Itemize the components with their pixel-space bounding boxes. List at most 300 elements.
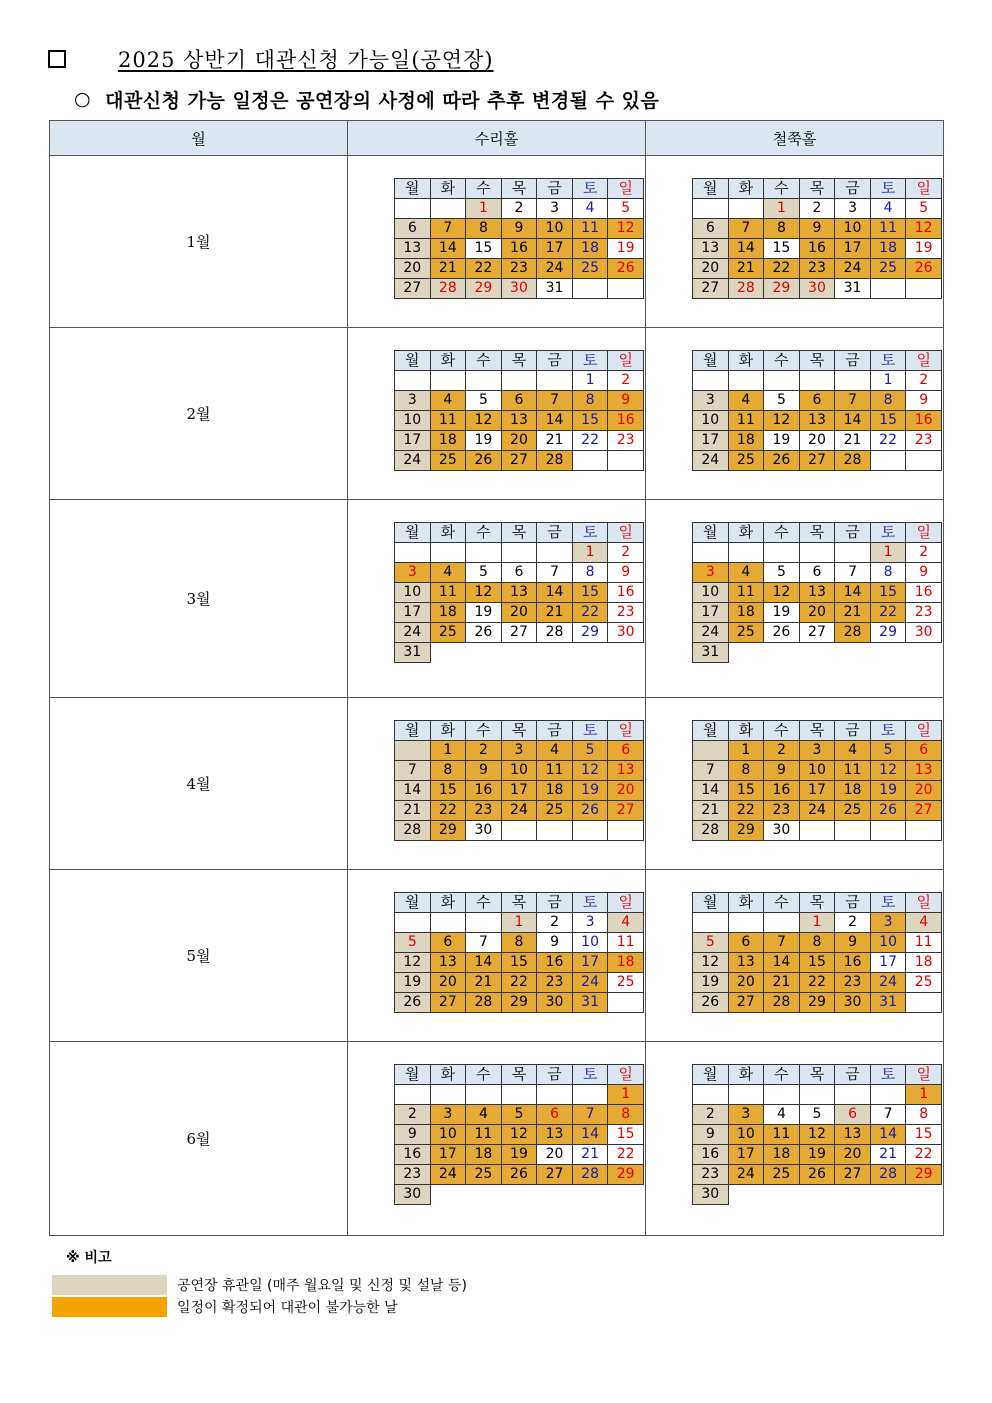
- day-cell: 27: [395, 279, 431, 299]
- weekday-header: 금: [835, 179, 871, 199]
- day-cell: 8: [572, 563, 608, 583]
- day-cell: 19: [466, 603, 502, 623]
- day-cell: 29: [572, 623, 608, 643]
- day-cell: 9: [906, 563, 942, 583]
- day-cell: 10: [395, 583, 431, 603]
- day-cell: 25: [572, 259, 608, 279]
- empty-day-cell: [395, 913, 431, 933]
- day-cell: 7: [466, 933, 502, 953]
- weekday-header: 목: [501, 523, 537, 543]
- weekday-header: 토: [870, 523, 906, 543]
- day-cell: 30: [537, 993, 573, 1013]
- weekday-header: 일: [608, 523, 644, 543]
- day-cell: 28: [693, 821, 729, 841]
- hall2-cell: [646, 698, 944, 870]
- empty-day-cell: [466, 913, 502, 933]
- day-cell: 13: [501, 583, 537, 603]
- day-cell: 12: [395, 953, 431, 973]
- checkbox-icon: [48, 50, 66, 68]
- day-cell: 5: [906, 199, 942, 219]
- day-cell: 11: [572, 219, 608, 239]
- day-cell: 6: [537, 1105, 573, 1125]
- day-cell: 20: [537, 1145, 573, 1165]
- day-cell: 18: [572, 239, 608, 259]
- day-cell: 18: [466, 1145, 502, 1165]
- weekday-header: 금: [835, 523, 871, 543]
- day-cell: 15: [572, 411, 608, 431]
- day-cell: 15: [799, 953, 835, 973]
- day-cell: 4: [537, 741, 573, 761]
- day-cell: 11: [728, 583, 764, 603]
- weekday-header: 토: [572, 721, 608, 741]
- empty-day-cell: [395, 199, 431, 219]
- day-cell: 13: [728, 953, 764, 973]
- day-cell: 26: [466, 451, 502, 471]
- day-cell: 28: [835, 451, 871, 471]
- empty-day-cell: [906, 993, 942, 1013]
- empty-day-cell: [501, 1085, 537, 1105]
- day-cell: 29: [608, 1165, 644, 1185]
- day-cell: 4: [906, 913, 942, 933]
- day-cell: 14: [430, 239, 466, 259]
- empty-day-cell: [693, 1085, 729, 1105]
- day-cell: 23: [906, 603, 942, 623]
- weekday-header: 토: [572, 179, 608, 199]
- day-cell: 25: [728, 623, 764, 643]
- day-cell: 26: [870, 801, 906, 821]
- day-cell: 22: [466, 259, 502, 279]
- day-cell: 7: [693, 761, 729, 781]
- day-cell: 7: [537, 391, 573, 411]
- day-cell: 17: [728, 1145, 764, 1165]
- day-cell: 25: [870, 259, 906, 279]
- day-cell: 19: [764, 603, 800, 623]
- weekday-header: 토: [870, 721, 906, 741]
- day-cell: 6: [728, 933, 764, 953]
- day-cell: 13: [537, 1125, 573, 1145]
- month-row: [50, 500, 944, 698]
- day-cell: 3: [572, 913, 608, 933]
- hall1-cell: [348, 698, 646, 870]
- day-cell: 24: [693, 623, 729, 643]
- hall1-cell: [348, 870, 646, 1042]
- weekday-header: 수: [466, 351, 502, 371]
- day-cell: 19: [799, 1145, 835, 1165]
- weekday-header: 화: [430, 721, 466, 741]
- weekday-header: 화: [430, 1065, 466, 1085]
- month-row: [50, 156, 944, 328]
- day-cell: 23: [608, 603, 644, 623]
- day-cell: 18: [537, 781, 573, 801]
- day-cell: 6: [906, 741, 942, 761]
- month-row: [50, 1042, 944, 1236]
- empty-day-cell: [728, 543, 764, 563]
- day-cell: 18: [728, 603, 764, 623]
- day-cell: 1: [572, 543, 608, 563]
- day-cell: 2: [906, 543, 942, 563]
- notice-row: [74, 86, 659, 112]
- empty-day-cell: [395, 371, 431, 391]
- empty-day-cell: [572, 821, 608, 841]
- day-cell: 7: [728, 219, 764, 239]
- day-cell: 11: [537, 761, 573, 781]
- day-cell: 17: [395, 603, 431, 623]
- day-cell: 21: [537, 431, 573, 451]
- empty-day-cell: [835, 543, 871, 563]
- day-cell: 1: [728, 741, 764, 761]
- day-cell: 10: [572, 933, 608, 953]
- weekday-header: 화: [728, 351, 764, 371]
- day-cell: 23: [693, 1165, 729, 1185]
- weekday-header: 일: [608, 893, 644, 913]
- weekday-header: 수: [466, 893, 502, 913]
- day-cell: 24: [572, 973, 608, 993]
- day-cell: 20: [501, 603, 537, 623]
- day-cell: 17: [572, 953, 608, 973]
- weekday-header: 목: [799, 1065, 835, 1085]
- weekday-header: 월: [693, 179, 729, 199]
- day-cell: 5: [572, 741, 608, 761]
- empty-day-cell: [430, 1085, 466, 1105]
- weekday-header: 토: [870, 1065, 906, 1085]
- day-cell: 7: [537, 563, 573, 583]
- day-cell: 23: [466, 801, 502, 821]
- empty-day-cell: [693, 371, 729, 391]
- day-cell: 1: [608, 1085, 644, 1105]
- weekday-header: 월: [395, 1065, 431, 1085]
- month-calendar: [394, 178, 644, 299]
- day-cell: 27: [608, 801, 644, 821]
- day-cell: 21: [835, 431, 871, 451]
- day-cell: 21: [537, 603, 573, 623]
- weekday-header: 수: [764, 179, 800, 199]
- day-cell: 28: [572, 1165, 608, 1185]
- empty-day-cell: [608, 993, 644, 1013]
- weekday-header: 수: [466, 179, 502, 199]
- day-cell: 26: [572, 801, 608, 821]
- day-cell: 9: [906, 391, 942, 411]
- day-cell: 7: [764, 933, 800, 953]
- empty-day-cell: [870, 821, 906, 841]
- day-cell: 31: [870, 993, 906, 1013]
- day-cell: 4: [835, 741, 871, 761]
- day-cell: 7: [870, 1105, 906, 1125]
- weekday-header: 일: [906, 351, 942, 371]
- day-cell: 19: [906, 239, 942, 259]
- day-cell: 20: [906, 781, 942, 801]
- day-cell: 29: [906, 1165, 942, 1185]
- day-cell: 9: [764, 761, 800, 781]
- empty-day-cell: [395, 1085, 431, 1105]
- weekday-header: 금: [537, 721, 573, 741]
- day-cell: 19: [764, 431, 800, 451]
- month-calendar: [692, 522, 942, 663]
- day-cell: 25: [430, 623, 466, 643]
- day-cell: 31: [537, 279, 573, 299]
- month-calendar: [394, 522, 644, 663]
- day-cell: 5: [608, 199, 644, 219]
- month-label: 1월: [50, 156, 348, 328]
- day-cell: 25: [466, 1165, 502, 1185]
- day-cell: 3: [693, 563, 729, 583]
- weekday-header: 일: [608, 1065, 644, 1085]
- weekday-header: 월: [395, 351, 431, 371]
- weekday-header: 토: [870, 893, 906, 913]
- day-cell: 3: [693, 391, 729, 411]
- day-cell: 2: [608, 371, 644, 391]
- day-cell: 28: [395, 821, 431, 841]
- day-cell: 15: [728, 781, 764, 801]
- legend-swatch-closed: [52, 1275, 167, 1295]
- day-cell: 24: [395, 623, 431, 643]
- day-cell: 4: [728, 563, 764, 583]
- day-cell: 5: [870, 741, 906, 761]
- day-cell: 3: [835, 199, 871, 219]
- empty-day-cell: [537, 1085, 573, 1105]
- day-cell: 16: [906, 583, 942, 603]
- day-cell: 26: [608, 259, 644, 279]
- day-cell: 26: [906, 259, 942, 279]
- day-cell: 22: [728, 801, 764, 821]
- weekday-header: 토: [572, 1065, 608, 1085]
- weekday-header: 화: [430, 179, 466, 199]
- day-cell: 20: [728, 973, 764, 993]
- legend-booked: [52, 1297, 398, 1317]
- weekday-header: 금: [537, 351, 573, 371]
- month-row: [50, 870, 944, 1042]
- day-cell: 17: [395, 431, 431, 451]
- day-cell: 4: [572, 199, 608, 219]
- weekday-header: 화: [728, 523, 764, 543]
- empty-day-cell: [799, 821, 835, 841]
- weekday-header: 화: [430, 893, 466, 913]
- day-cell: 6: [608, 741, 644, 761]
- day-cell: 2: [395, 1105, 431, 1125]
- empty-day-cell: [572, 451, 608, 471]
- day-cell: 10: [728, 1125, 764, 1145]
- hall1-cell: [348, 328, 646, 500]
- day-cell: 27: [799, 623, 835, 643]
- day-cell: 31: [572, 993, 608, 1013]
- weekday-header: 일: [906, 721, 942, 741]
- day-cell: 11: [764, 1125, 800, 1145]
- day-cell: 5: [466, 391, 502, 411]
- legend-label-booked: 일정이 확정되어 대관이 불가능한 날: [177, 1300, 398, 1316]
- day-cell: 20: [501, 431, 537, 451]
- day-cell: 17: [870, 953, 906, 973]
- day-cell: 27: [835, 1165, 871, 1185]
- empty-day-cell: [799, 371, 835, 391]
- day-cell: 11: [870, 219, 906, 239]
- page-title: 2025 상반기 대관신청 가능일(공연장): [118, 48, 494, 72]
- day-cell: 20: [430, 973, 466, 993]
- empty-day-cell: [430, 913, 466, 933]
- weekday-header: 수: [764, 893, 800, 913]
- weekday-header: 목: [501, 893, 537, 913]
- month-calendar: [394, 892, 644, 1013]
- empty-day-cell: [906, 279, 942, 299]
- day-cell: 28: [466, 993, 502, 1013]
- day-cell: 18: [870, 239, 906, 259]
- day-cell: 9: [395, 1125, 431, 1145]
- empty-day-cell: [693, 913, 729, 933]
- day-cell: 13: [501, 411, 537, 431]
- day-cell: 15: [870, 411, 906, 431]
- day-cell: 26: [799, 1165, 835, 1185]
- day-cell: 23: [835, 973, 871, 993]
- weekday-header: 월: [395, 523, 431, 543]
- weekday-header: 월: [395, 179, 431, 199]
- day-cell: 19: [501, 1145, 537, 1165]
- day-cell: 12: [693, 953, 729, 973]
- day-cell: 10: [799, 761, 835, 781]
- day-cell: 6: [799, 563, 835, 583]
- day-cell: 2: [906, 371, 942, 391]
- empty-day-cell: [835, 1085, 871, 1105]
- day-cell: 13: [608, 761, 644, 781]
- day-cell: 14: [537, 411, 573, 431]
- day-cell: 14: [572, 1125, 608, 1145]
- day-cell: 23: [906, 431, 942, 451]
- day-cell: 17: [537, 239, 573, 259]
- weekday-header: 금: [537, 523, 573, 543]
- day-cell: 1: [870, 371, 906, 391]
- title-row: [48, 44, 494, 74]
- weekday-header: 목: [799, 351, 835, 371]
- empty-day-cell: [799, 1085, 835, 1105]
- month-label: 4월: [50, 698, 348, 870]
- month-calendar: [692, 178, 942, 299]
- empty-day-cell: [430, 371, 466, 391]
- legend-label-closed: 공연장 휴관일 (매주 월요일 및 신정 및 설날 등): [177, 1278, 467, 1294]
- day-cell: 26: [764, 451, 800, 471]
- weekday-header: 금: [537, 893, 573, 913]
- day-cell: 22: [870, 603, 906, 623]
- empty-day-cell: [608, 451, 644, 471]
- weekday-header: 목: [799, 523, 835, 543]
- day-cell: 3: [870, 913, 906, 933]
- weekday-header: 금: [835, 721, 871, 741]
- day-cell: 30: [608, 623, 644, 643]
- day-cell: 27: [906, 801, 942, 821]
- empty-day-cell: [728, 913, 764, 933]
- month-calendar: [394, 1064, 644, 1205]
- day-cell: 15: [466, 239, 502, 259]
- day-cell: 30: [466, 821, 502, 841]
- day-cell: 21: [728, 259, 764, 279]
- weekday-header: 금: [835, 351, 871, 371]
- month-label: 6월: [50, 1042, 348, 1236]
- empty-day-cell: [501, 821, 537, 841]
- day-cell: 20: [608, 781, 644, 801]
- day-cell: 27: [501, 451, 537, 471]
- day-cell: 12: [799, 1125, 835, 1145]
- weekday-header: 화: [728, 179, 764, 199]
- day-cell: 24: [537, 259, 573, 279]
- day-cell: 8: [870, 391, 906, 411]
- day-cell: 19: [395, 973, 431, 993]
- empty-day-cell: [764, 913, 800, 933]
- day-cell: 27: [430, 993, 466, 1013]
- day-cell: 29: [728, 821, 764, 841]
- day-cell: 25: [906, 973, 942, 993]
- day-cell: 20: [693, 259, 729, 279]
- day-cell: 28: [537, 623, 573, 643]
- day-cell: 20: [395, 259, 431, 279]
- day-cell: [693, 741, 729, 761]
- weekday-header: 목: [501, 721, 537, 741]
- day-cell: 5: [764, 391, 800, 411]
- day-cell: 24: [693, 451, 729, 471]
- day-cell: 21: [835, 603, 871, 623]
- day-cell: 25: [430, 451, 466, 471]
- day-cell: 17: [693, 603, 729, 623]
- hall2-cell: [646, 500, 944, 698]
- day-cell: 14: [395, 781, 431, 801]
- weekday-header: 토: [870, 179, 906, 199]
- day-cell: 1: [906, 1085, 942, 1105]
- weekday-header: 목: [799, 893, 835, 913]
- day-cell: 22: [501, 973, 537, 993]
- day-cell: 3: [430, 1105, 466, 1125]
- day-cell: 19: [466, 431, 502, 451]
- empty-day-cell: [906, 451, 942, 471]
- empty-day-cell: [466, 1085, 502, 1105]
- hall2-cell: [646, 156, 944, 328]
- day-cell: 1: [799, 913, 835, 933]
- day-cell: 21: [572, 1145, 608, 1165]
- empty-day-cell: [537, 371, 573, 391]
- day-cell: 6: [501, 563, 537, 583]
- day-cell: 23: [501, 259, 537, 279]
- weekday-header: 토: [572, 351, 608, 371]
- day-cell: 2: [608, 543, 644, 563]
- day-cell: 21: [870, 1145, 906, 1165]
- day-cell: 16: [693, 1145, 729, 1165]
- empty-day-cell: [764, 1085, 800, 1105]
- empty-day-cell: [693, 199, 729, 219]
- circle-bullet-icon: ○: [74, 88, 92, 110]
- day-cell: 18: [728, 431, 764, 451]
- weekday-header: 월: [693, 523, 729, 543]
- day-cell: 31: [693, 643, 729, 663]
- day-cell: 16: [835, 953, 871, 973]
- day-cell: 20: [799, 603, 835, 623]
- empty-day-cell: [537, 821, 573, 841]
- day-cell: 15: [608, 1125, 644, 1145]
- day-cell: 29: [466, 279, 502, 299]
- day-cell: 16: [608, 411, 644, 431]
- day-cell: 6: [799, 391, 835, 411]
- day-cell: 8: [466, 219, 502, 239]
- weekday-header: 화: [728, 1065, 764, 1085]
- day-cell: 6: [835, 1105, 871, 1125]
- day-cell: 30: [501, 279, 537, 299]
- day-cell: 28: [537, 451, 573, 471]
- empty-day-cell: [870, 451, 906, 471]
- weekday-header: 목: [501, 179, 537, 199]
- weekday-header: 화: [728, 893, 764, 913]
- col-header-hall1: 수리홀: [348, 121, 646, 156]
- weekday-header: 월: [693, 893, 729, 913]
- schedule-table: [49, 120, 944, 1236]
- day-cell: 13: [799, 583, 835, 603]
- weekday-header: 금: [537, 1065, 573, 1085]
- notice-text: 대관신청 가능 일정은 공연장의 사정에 따라 추후 변경될 수 있음: [105, 89, 660, 112]
- day-cell: 10: [537, 219, 573, 239]
- day-cell: 15: [572, 583, 608, 603]
- day-cell: 4: [466, 1105, 502, 1125]
